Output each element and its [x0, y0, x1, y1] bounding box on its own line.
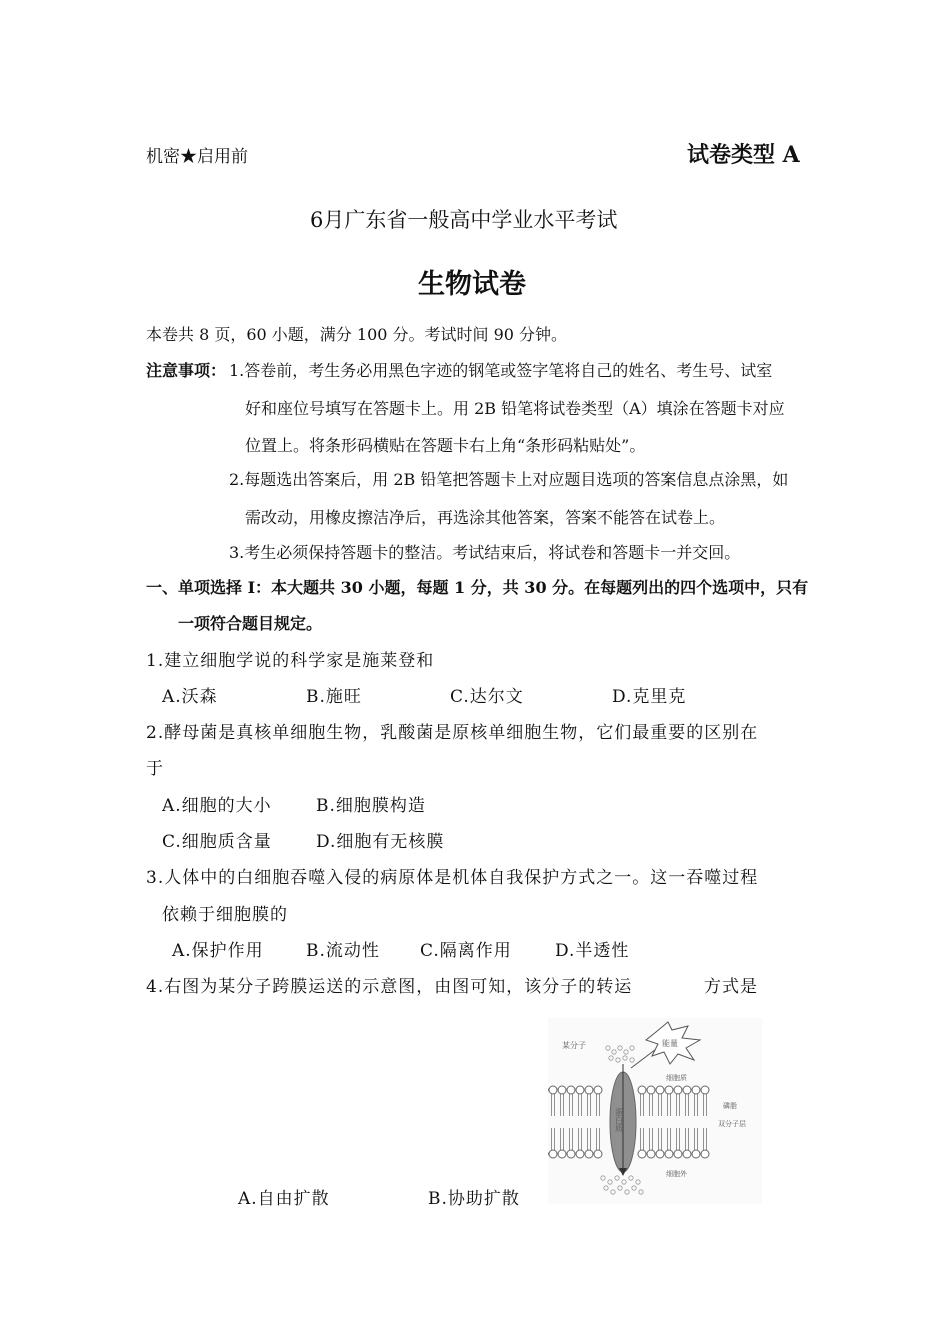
phospholipid-head [638, 1086, 646, 1094]
phospholipid-head [549, 1086, 557, 1094]
phospholipid-head [576, 1086, 584, 1094]
question-1-option-a: A.沃森 [162, 687, 218, 707]
phospholipid-head [558, 1150, 566, 1158]
phospholipid-head [665, 1086, 673, 1094]
outside-label: 细胞外 [666, 1170, 687, 1178]
exam-title: 6月广东省一般高中学业水平考试 [310, 208, 618, 232]
question-2-option-c: C.细胞质含量 [162, 832, 272, 852]
phospholipid-head [701, 1086, 709, 1094]
phospholipid-head [594, 1150, 602, 1158]
phospholipid-head [576, 1150, 584, 1158]
notice-label: 注意事项： [146, 361, 227, 380]
question-3-option-d: D.半透性 [555, 941, 630, 961]
phospholipid-head [585, 1150, 593, 1158]
membrane-transport-figure [548, 1018, 762, 1204]
phospholipid-head [594, 1086, 602, 1094]
question-3-option-b: B.流动性 [306, 941, 380, 961]
phospholipid-head [665, 1150, 673, 1158]
section-heading-line-2: 一项符合题目规定。 [178, 614, 323, 633]
section-heading-line-1: 一、单项选择 I：本大题共 30 小题，每题 1 分，共 30 分。在每题列出的四个选项中，只有 [146, 578, 809, 597]
lipid-label-line-1: 磷脂 [723, 1102, 737, 1110]
protein-label: 蛋白质 [614, 1108, 624, 1132]
notice-item-2-line-1: 2.每题选出答案后，用 2B 铅笔把答题卡上对应题目选项的答案信息点涂黑，如 [229, 470, 789, 489]
question-2-option-d: D.细胞有无核膜 [316, 832, 445, 852]
phospholipid-head [674, 1086, 682, 1094]
phospholipid-head [647, 1150, 655, 1158]
question-1-stem: 1.建立细胞学说的科学家是施莱登和 [146, 651, 435, 671]
cytoplasm-label: 细胞质 [666, 1074, 687, 1082]
phospholipid-head [683, 1086, 691, 1094]
phospholipid-head [656, 1086, 664, 1094]
question-2-option-b: B.细胞膜构造 [316, 796, 426, 816]
phospholipid-head [692, 1150, 700, 1158]
question-1-option-c: C.达尔文 [450, 687, 524, 707]
notice-item-2-line-2: 需改动，用橡皮擦洁净后，再选涂其他答案，答案不能答在试卷上。 [245, 508, 726, 527]
question-2-stem-line-1: 2.酵母菌是真核单细胞生物，乳酸菌是原核单细胞生物，它们最重要的区别在 [146, 723, 759, 743]
question-4-stem-part-1: 4.右图为某分子跨膜运送的示意图，由图可知，该分子的转运 [146, 977, 633, 997]
notice-item-1-line-2: 好和座位号填写在答题卡上。用 2B 铅笔将试卷类型（A）填涂在答题卡对应 [245, 399, 785, 418]
question-4-option-a: A.自由扩散 [238, 1189, 330, 1209]
notice-item-1-line-3: 位置上。将条形码横贴在答题卡右上角“条形码粘贴处”。 [245, 436, 646, 455]
molecule-label: 某分子 [562, 1041, 586, 1050]
question-3-stem-line-2: 依赖于细胞膜的 [162, 905, 288, 925]
question-4-option-b: B.协助扩散 [428, 1189, 520, 1209]
phospholipid-head [567, 1086, 575, 1094]
notice-item-1-line-1: 1.答卷前，考生务必用黑色字迹的钢笔或签字笔将自己的姓名、考生号、试室 [229, 361, 773, 380]
subject-title: 生物试卷 [418, 269, 526, 300]
question-2-stem-line-2: 于 [146, 759, 164, 779]
question-3-stem-line-1: 3.人体中的白细胞吞噬入侵的病原体是机体自我保护方式之一。这一吞噬过程 [146, 868, 759, 888]
phospholipid-head [656, 1150, 664, 1158]
confidential-mark: 机密★启用前 [146, 147, 248, 167]
question-3-option-a: A.保护作用 [172, 941, 264, 961]
question-4-stem-part-2: 方式是 [704, 977, 758, 997]
exam-intro: 本卷共 8 页，60 小题，满分 100 分。考试时间 90 分钟。 [146, 325, 568, 344]
phospholipid-head [558, 1086, 566, 1094]
notice-item-3: 3.考生必须保持答题卡的整洁。考试结束后，将试卷和答题卡一并交回。 [229, 543, 741, 562]
phospholipid-head [549, 1150, 557, 1158]
phospholipid-head [647, 1086, 655, 1094]
energy-label: 能量 [662, 1039, 678, 1048]
phospholipid-head [567, 1150, 575, 1158]
question-2-option-a: A.细胞的大小 [162, 796, 272, 816]
lipid-label-line-2: 双分子层 [718, 1120, 746, 1128]
phospholipid-head [692, 1086, 700, 1094]
question-1-option-d: D.克里克 [612, 687, 687, 707]
question-1-option-b: B.施旺 [306, 687, 362, 707]
paper-type: 试卷类型 A [687, 142, 800, 168]
question-3-option-c: C.隔离作用 [420, 941, 512, 961]
phospholipid-head [585, 1086, 593, 1094]
phospholipid-head [638, 1150, 646, 1158]
phospholipid-head [701, 1150, 709, 1158]
phospholipid-head [683, 1150, 691, 1158]
phospholipid-head [674, 1150, 682, 1158]
